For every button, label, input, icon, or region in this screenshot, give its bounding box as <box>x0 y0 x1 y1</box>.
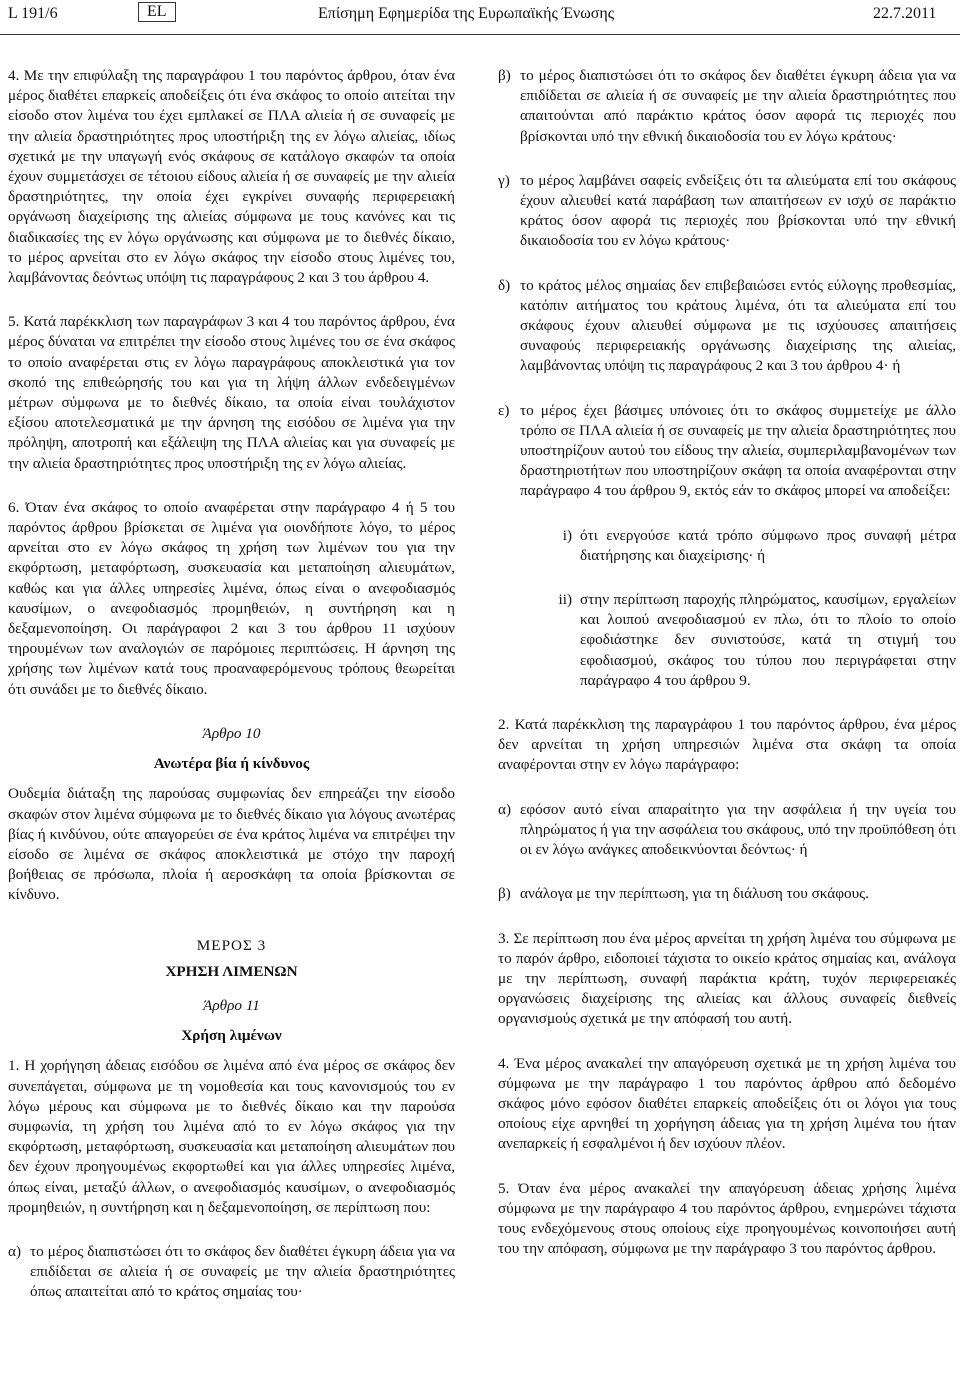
part-3-heading: ΧΡΗΣΗ ΛΙΜΕΝΩΝ <box>165 962 298 980</box>
list-item-c <box>498 171 956 252</box>
list-item-text: το μέρος διαπιστώσει ότι το σκάφος δεν διαθέτει έγκυρη άδεια για να επιδίδεται σε αλιεία ή σε συναφείς με την αλιεία δραστηριότητες όπως απαιτείται από το κράτος σημαίας του· <box>30 1242 455 1301</box>
paragraph-2-item-b <box>498 884 956 904</box>
list-item-text: το κράτος μέλος σημαίας δεν επιβεβαιώσει εντός εύλογης προθεσμίας, κατόπιν αιτήματος του κράτους λιμένα, ότι τα αλιεύματα επί του σκάφους έχουν αλιευθεί σύμφωνα με τις ισχύουσες απαιτήσεις συναφούς περιφερειακής οργάνωσης διαχείρισης της αλιείας, λαμβάνοντας υπόψη τις παραγράφους 2 και 3 του άρθρου 4· ή <box>520 276 956 375</box>
article-11-paragraph-3: 3. Σε περίπτωση που ένα μέρος αρνείται τη χρήση λιμένα του σύμφωνα με το παρόν άρθρο, ειδοποιεί τάχιστα το οικείο κράτος σημαίας και, ανάλογα με την περίπτωση, συναφή παράκτια κράτη, τυχόν περιφερειακές οργανώσεις διαχείρισης της αλιείας και άλλους συναφείς διεθνείς οργανισμούς σχετικά με την απόφασή του αυτή. <box>498 929 956 1028</box>
paragraph-5: 5. Κατά παρέκκλιση των παραγράφων 3 και 4 του παρόντος άρθρου, ένα μέρος δύναται να επιτρέπει την είσοδο στους λιμένες του σε ένα σκάφος το οποίο αναφέρεται στις εν λόγω παραγράφους αποκλειστικά για τον σκοπό της επιθεώρησής του και για τη λήψη άλλων ενδεδειγμένων μέτρων σύμφωνα με το διεθνές δίκαιο, τα οποία είναι τουλάχιστον εξίσου αποτελεσματικά με την άρνηση της εισόδου σε λιμένα για την πρόληψη, αποτροπή και εξάλειψη της ΠΛΑ αλιείας και για συναφείς με την αλιεία δραστηριότητες προς υποστήριξη της εν λόγω αλιείας. <box>8 313 455 472</box>
list-item-d <box>498 276 956 377</box>
article-11-paragraph-5: 5. Όταν ένα μέρος ανακαλεί την απαγόρευση άδειας χρήσης λιμένα σύμφωνα με την παράγραφο 4 του παρόντος άρθρου, ενημερώνει τάχιστα τους ενδεχόμενους στους οποίους είχε προηγουμένως κοινοποιήσει αυτή του την απόφαση, σύμφωνα με την παράγραφο 3 του παρόντος άρθρου. <box>498 1179 956 1258</box>
list-item-e <box>498 401 956 502</box>
list-item-label: α) <box>8 1242 22 1260</box>
header-rule <box>0 34 960 35</box>
language-code-box: EL <box>138 2 176 22</box>
list-item-label: ε) <box>498 401 510 419</box>
left-column <box>8 66 455 1327</box>
list-item-text: το μέρος διαπιστώσει ότι το σκάφος δεν διαθέτει έγκυρη άδεια για να επιδίδεται σε αλιεία ή σε συναφείς με την αλιεία δραστηριότητες που απαιτούνται από παράκτιο κράτος όσον αφορά τις περιοχές που βρίσκονται υπό την εθνική δικαιοδοσία του εν λόγω κράτους· <box>520 67 956 145</box>
article-10-heading: Ανωτέρα βία ή κίνδυνος <box>153 755 310 773</box>
sub-item-ii <box>528 590 956 691</box>
paragraph-2-item-a <box>498 800 956 861</box>
article-10-text: Ουδεμία διάταξη της παρούσας συμφωνίας δεν επηρεάζει την είσοδο σκαφών στον λιμένα σύμφωνα με το διεθνές δίκαιο για λόγους ανωτέρας βίας ή κινδύνου, ούτε απαγορεύει σε ένα κράτος λιμένα να επιτρέψει την είσοδο σε λιμένα σε σκάφος αποκλειστικά με στόχο την παροχή βοήθειας σε πρόσωπα, πλοία ή αεροσκάφη τα οποία βρίσκονται σε κίνδυνο. <box>8 785 455 904</box>
article-10-title: Άρθρο 10 <box>202 724 261 742</box>
article-11-paragraph-4: 4. Ένα μέρος ανακαλεί την απαγόρευση σχετικά με τη χρήση λιμένα του σύμφωνα με την παράγραφο 1 του παρόντος άρθρου από δεδομένο σκάφος μόνο εφόσον διαθέτει επαρκείς αποδείξεις ότι οι λόγοι για τους οποίους είχε αρνηθεί τη χορήγηση άδειας για τη χρήση λιμένα του ήταν ανεπαρκείς ή εσφαλμένοι ή δεν ισχύουν πλέον. <box>498 1054 956 1153</box>
list-item-a <box>8 1242 455 1303</box>
list-item-label: δ) <box>498 276 511 294</box>
article-11-heading: Χρήση λιμένων <box>181 1027 282 1045</box>
sub-item-text: ότι ενεργούσε κατά τρόπο σύμφωνο προς συναφή μέτρα διατήρησης και διαχείρισης· ή <box>580 526 956 564</box>
paragraph-6: 6. Όταν ένα σκάφος το οποίο αναφέρεται στην παράγραφο 4 ή 5 του παρόντος άρθρου βρίσκεται σε λιμένα για οιονδήποτε λόγο, το μέρος αρνείται στο εν λόγω σκάφος τη χρήση των λιμένων του για την εκφόρτωση, μεταφόρτωση, συσκευασία και μεταποίηση αλιευμάτων, καθώς και για άλλες υπηρεσίες λιμένα, όπως είναι ο ανεφοδιασμός καυσίμων, ο ανεφοδιασμός προμηθειών, η συντήρηση και η δεξαμενοποίηση. Οι παράγραφοι 2 και 3 του άρθρου 11 ισχύουν τηρουμένων των αναλογιών σε παρόμοιες περιπτώσεις. Η άρνηση της χρήσης των λιμένων κατά τους προαναφερόμενους τρόπους θεωρείται ότι συνάδει με το διεθνές δίκαιο. <box>8 498 455 698</box>
list-item-label: γ) <box>498 171 510 189</box>
list-item-text: ανάλογα με την περίπτωση, για τη διάλυση του σκάφους. <box>520 885 869 903</box>
article-11-paragraph-2: 2. Κατά παρέκκλιση της παραγράφου 1 του παρόντος άρθρου, ένα μέρος δεν αρνείται τη χρήση υπηρεσιών λιμένα στα σκάφη τα οποία αναφέρονται στην εν λόγω παράγραφο: <box>498 716 956 774</box>
page-reference: L 191/6 <box>8 5 58 22</box>
issue-date: 22.7.2011 <box>873 5 937 22</box>
list-item-label: β) <box>498 67 511 84</box>
list-item-text: εφόσον αυτό είναι απαραίτητο για την ασφάλεια ή την υγεία του πληρώματος ή για την ασφάλεια του σκάφους, υπό την προϋπόθεση ότι οι εν λόγω ανάγκες αποδεικνύονται δεόντως· ή <box>520 800 956 859</box>
part-3-title: ΜΕΡΟΣ 3 <box>196 936 267 954</box>
journal-title: Επίσημη Εφημερίδα της Ευρωπαϊκής Ένωσης <box>318 5 615 22</box>
list-item-b <box>498 66 956 147</box>
article-11-paragraph-1: 1. Η χορήγηση άδειας εισόδου σε λιμένα από ένα μέρος σε σκάφος δεν συνεπάγεται, σύμφωνα με τη νομοθεσία και τους κανονισμούς του εν λόγω μέρους και σύμφωνα με το διεθνές δίκαιο και την παρούσα συμφωνία, τη χρήση του λιμένα από το εν λόγω σκάφος για την εκφόρτωση, μεταφόρτωση, συσκευασία και μεταποίηση αλιευμάτων που δεν έχουν προηγουμένως εκφορτωθεί και για άλλες υπηρεσίες λιμένα, όπως είναι, μεταξύ άλλων, ο ανεφοδιασμός καυσίμων, ο ανεφοδιασμός προμηθειών, η συντήρηση και η δεξαμενοποίηση, σε περίπτωση που: <box>8 1057 455 1216</box>
paragraph-4: 4. Με την επιφύλαξη της παραγράφου 1 του παρόντος άρθρου, όταν ένα μέρος διαθέτει επαρκείς αποδείξεις ότι ένα σκάφος το οποίο αιτείται την είσοδο στον λιμένα του έχει εμπλακεί σε ΠΛΑ αλιεία ή σε συναφείς με την αλιεία δραστηριότητες προς υποστήριξη της εν λόγω αλιείας, ιδίως σχετικά με την υπαγωγή ενός σκάφους σε κατάλογο σκαφών τα οποία έχουν συμμετάσχει σε τέτοιου είδους αλιεία ή σε συναφείς με την αλιεία δραστηριότητες, την οποία έχει εγκρίνει συναφής περιφερειακή οργάνωση διαχείρισης της αλιείας σύμφωνα με τους κανόνες και τις διαδικασίες της εν λόγω οργάνωσης και σύμφωνα με το διεθνές δίκαιο, το μέρος αρνείται στο εν λόγω σκάφος την είσοδο στους λιμένες του, λαμβάνοντας δεόντως υπόψη τις παραγράφους 2 και 3 του άρθρου 4. <box>8 67 455 287</box>
list-item-label: β) <box>498 885 511 903</box>
sub-item-label: ii) <box>558 591 572 609</box>
sub-item-label: i) <box>562 526 572 544</box>
list-item-label: α) <box>498 800 512 818</box>
sub-item-text: στην περίπτωση παροχής πληρώματος, καυσίμων, εργαλείων και λοιπού ανεφοδιασμού εν πλω, ότι το πλοίο το οποίο εφοδιάστηκε δεν συνιστούσε, κατά τη στιγμή του εφοδιασμού, σκάφος του τύπου που περιγράφεται στην παράγραφο 4 του άρθρου 9. <box>580 591 956 689</box>
right-column <box>498 66 956 1283</box>
page-header <box>0 0 960 32</box>
sub-item-i <box>528 526 956 566</box>
list-item-text: το μέρος έχει βάσιμες υπόνοιες ότι το σκάφος συμμετείχε με άλλο τρόπο σε ΠΛΑ αλιεία ή σε συναφείς με την αλιεία δραστηριότητες που υποστηρίζουν αυτού του είδους την αλιεία, συμπεριλαμβανομένων των δραστηριοτήτων που υποστηρίζουν σκάφη τα οποία αναφέρονται στην παράγραφο 4 του άρθρου 9, εκτός εάν το σκάφος μπορεί να αποδείξει: <box>520 401 956 500</box>
article-11-title: Άρθρο 11 <box>203 996 260 1014</box>
list-item-text: το μέρος λαμβάνει σαφείς ενδείξεις ότι τα αλιεύματα επί του σκάφους έχουν αλιευθεί κατά παράβαση των απαιτήσεων εν ισχύ σε παράκτιο κράτος όσον αφορά τις περιοχές που βρίσκονται υπό την εθνική δικαιοδοσία του εν λόγω κράτους· <box>520 171 956 250</box>
